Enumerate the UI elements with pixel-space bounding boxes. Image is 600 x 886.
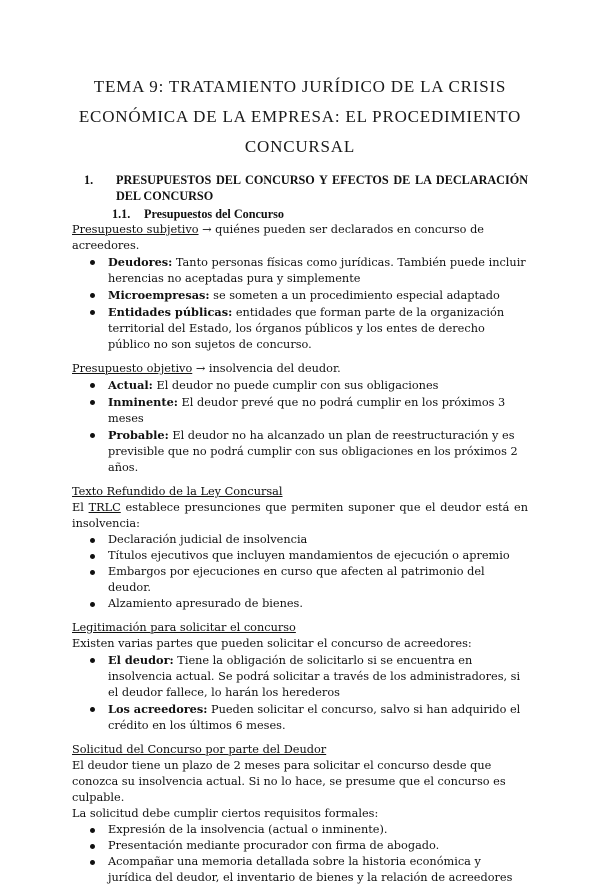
item-text: El deudor no ha alcanzado un plan de reestructuración y es previsible que no podrá cumplir con sus obligaciones en los próximos 2 años.: [108, 429, 518, 474]
objetivo-title: Presupuesto objetivo: [72, 362, 193, 375]
item-text: entidades que forman parte de la organización territorial del Estado, los órganos públicos y los entes de derecho público no son sujetos de concurso.: [108, 306, 505, 351]
list-item: [72, 394, 528, 427]
item-term: Inminente:: [108, 395, 178, 409]
subsection-heading-text: Presupuestos del Concurso: [144, 207, 284, 221]
item-text: Pueden solicitar el concurso, salvo si han adquirido el crédito en los últimos 6 meses.: [108, 703, 521, 732]
subjetivo-list: [72, 254, 528, 353]
list-item: Presentación mediante procurador con firma de abogado.: [72, 838, 528, 854]
list-item: Acompañar una memoria detallada sobre la historia económica y jurídica del deudor, el inventario de bienes y la relación de acreedores: [72, 854, 528, 886]
section-heading: [72, 172, 528, 204]
item-text: Tiene la obligación de solicitarlo si se encuentra en insolvencia actual. Se podrá solicitar a través de los administradores, si el deudor fallece, lo harán los herederos: [108, 654, 521, 699]
item-text: El deudor no puede cumplir con sus obligaciones: [152, 379, 439, 392]
section-number: 1.: [84, 173, 94, 187]
objetivo-line: [72, 361, 528, 377]
section-subjetivo: [72, 222, 528, 353]
list-item: Embargos por ejecuciones en curso que afecten al patrimonio del deudor.: [72, 564, 528, 596]
arrow-icon: →: [192, 362, 209, 375]
subsection-heading: [112, 206, 528, 222]
item-term: Actual:: [108, 378, 153, 392]
subsection-number: 1.1.: [112, 207, 131, 221]
section-legitimacion: [72, 620, 528, 734]
objetivo-text: insolvencia del deudor.: [208, 362, 341, 375]
list-item: Títulos ejecutivos que incluyen mandamientos de ejecución o apremio: [72, 548, 528, 564]
trlc-abbreviation: TRLC: [88, 501, 121, 514]
subjetivo-title: Presupuesto subjetivo: [72, 223, 199, 236]
item-term: El deudor:: [108, 653, 174, 667]
subjetivo-text: quiénes pueden ser declarados en concurso de acreedores.: [72, 223, 484, 252]
list-item: [72, 652, 528, 701]
section-heading-text: PRESUPUESTOS DEL CONCURSO Y EFECTOS DE LA DECLARACIÓN DEL CONCURSO: [116, 173, 528, 203]
item-term: Entidades públicas:: [108, 305, 233, 319]
page-title: TEMA 9: TRATAMIENTO JURÍDICO DE LA CRISIS ECONÓMICA DE LA EMPRESA: EL PROCEDIMIENTO CONCURSAL: [78, 77, 522, 156]
list-item: Declaración judicial de insolvencia: [72, 532, 528, 548]
section-objetivo: [72, 361, 528, 476]
item-term: Deudores:: [108, 255, 173, 269]
item-text: Tanto personas físicas como jurídicas. También puede incluir herencias no aceptadas pura y simplemente: [108, 256, 526, 285]
arrow-icon: →: [198, 223, 216, 236]
list-item: [72, 287, 528, 304]
trlc-intro-b: establece presunciones que permiten suponer que el deudor está en insolvencia:: [72, 501, 529, 530]
subjetivo-line: [72, 222, 528, 254]
solicitud-requirements-intro: La solicitud debe cumplir ciertos requisitos formales:: [72, 807, 379, 820]
list-item: Expresión de la insolvencia (actual o inminente).: [72, 822, 528, 838]
trlc-title: Texto Refundido de la Ley Concursal: [72, 485, 283, 498]
list-item: Alzamiento apresurado de bienes.: [72, 596, 528, 612]
item-term: Microempresas:: [108, 288, 210, 302]
legitimacion-list: [72, 652, 528, 734]
solicitud-paragraph: El deudor tiene un plazo de 2 meses para solicitar el concurso desde que conozca su insolvencia actual. Si no lo hace, se presume que el concurso es culpable.: [72, 759, 506, 804]
trlc-intro-a: El: [72, 501, 89, 514]
item-text: se someten a un procedimiento especial adaptado: [209, 289, 500, 302]
list-item: [72, 254, 528, 287]
item-term: Probable:: [108, 428, 169, 442]
solicitud-list: [72, 822, 528, 886]
section-trlc: [72, 484, 528, 612]
objetivo-list: [72, 377, 528, 476]
list-item: [72, 377, 528, 394]
section-solicitud: [72, 742, 528, 886]
legitimacion-title: Legitimación para solicitar el concurso: [72, 621, 296, 634]
trlc-intro: [72, 500, 528, 532]
list-item: [72, 304, 528, 353]
item-text: El deudor prevé que no podrá cumplir en los próximos 3 meses: [108, 396, 506, 425]
item-term: Los acreedores:: [108, 702, 208, 716]
list-item: [72, 701, 528, 734]
trlc-list: [72, 532, 528, 612]
solicitud-title: Solicitud del Concurso por parte del Deudor: [72, 743, 327, 756]
legitimacion-intro: Existen varias partes que pueden solicitar el concurso de acreedores:: [72, 637, 472, 650]
list-item: [72, 427, 528, 476]
